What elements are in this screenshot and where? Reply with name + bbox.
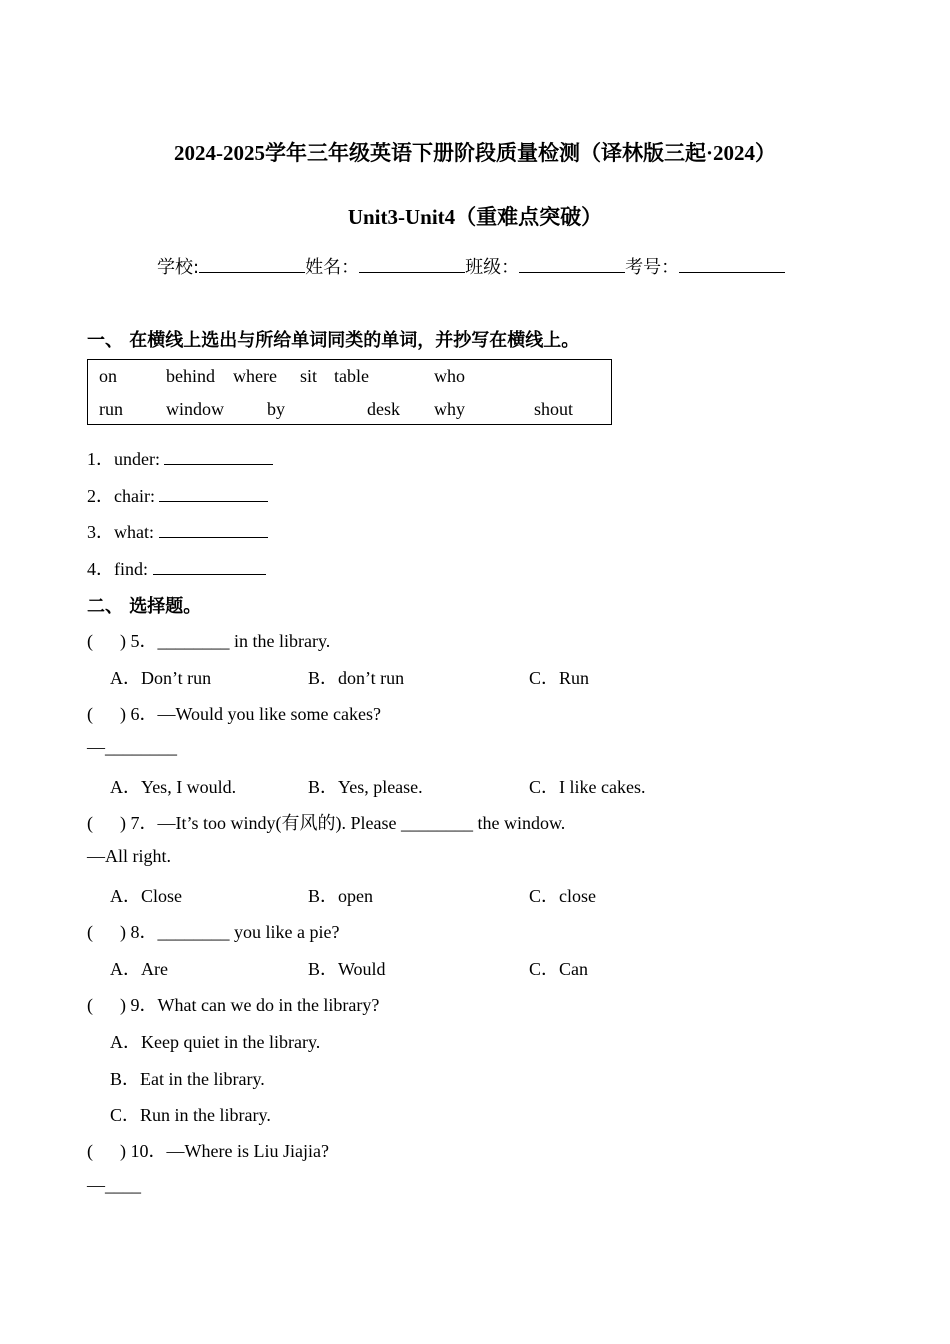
- question-5: ( ) 5．________ in the library.: [87, 631, 331, 651]
- q7-option-c[interactable]: C．close: [529, 886, 596, 906]
- question-10: ( ) 10．—Where is Liu Jiajia?: [87, 1141, 329, 1161]
- student-info-line: [157, 253, 785, 279]
- answer-blank-4[interactable]: [153, 558, 266, 575]
- name-blank[interactable]: [359, 254, 465, 273]
- q6-option-b[interactable]: B．Yes, please.: [308, 777, 423, 797]
- word-behind: behind: [166, 366, 215, 386]
- word-sit: sit: [300, 366, 318, 386]
- q5-option-b[interactable]: B．don’t run: [308, 668, 405, 688]
- answer-blank-1[interactable]: [164, 448, 273, 465]
- q7-option-b[interactable]: B．open: [308, 886, 373, 906]
- question-8: ( ) 8．________ you like a pie?: [87, 922, 340, 942]
- exam-no-label: 考号：: [625, 257, 680, 278]
- page-subtitle: Unit3-Unit4（重难点突破）: [347, 205, 603, 229]
- word-desk: desk: [367, 399, 400, 419]
- school-blank[interactable]: [199, 254, 305, 273]
- exam-no-blank[interactable]: [679, 254, 785, 273]
- name-label: 姓名：: [305, 257, 360, 278]
- item-3: 3．what:: [87, 518, 268, 544]
- q10-reply: —____: [87, 1175, 141, 1195]
- q9-option-b[interactable]: B．Eat in the library.: [110, 1069, 265, 1089]
- item-2: 2．chair:: [87, 482, 268, 508]
- q6-option-c[interactable]: C．I like cakes.: [529, 777, 646, 797]
- q8-option-c[interactable]: C．Can: [529, 959, 589, 979]
- item-4: 4．find:: [87, 555, 266, 581]
- item-1: 1．under:: [87, 445, 273, 471]
- word-why: why: [434, 399, 465, 419]
- question-7: ( ) 7．—It’s too windy(有风的). Please ________ the window.: [87, 813, 566, 833]
- q6-option-a[interactable]: A．Yes, I would.: [110, 777, 237, 797]
- section2-heading: 二、 选择题。: [87, 596, 202, 617]
- word-where: where: [233, 366, 277, 386]
- q7-reply: —All right.: [87, 846, 171, 866]
- answer-blank-2[interactable]: [159, 485, 268, 502]
- word-box: [87, 359, 612, 425]
- q8-option-a[interactable]: A．Are: [110, 959, 168, 979]
- word-shout: shout: [534, 399, 574, 419]
- school-label: 学校:: [157, 257, 200, 278]
- page-title: 2024-2025学年三年级英语下册阶段质量检测（译林版三起·2024）: [174, 141, 776, 165]
- q9-option-c[interactable]: C．Run in the library.: [110, 1105, 271, 1125]
- class-label: 班级：: [465, 257, 520, 278]
- word-window: window: [166, 399, 224, 419]
- word-who: who: [434, 366, 465, 386]
- word-by: by: [267, 399, 285, 419]
- q9-option-a[interactable]: A．Keep quiet in the library.: [110, 1032, 321, 1052]
- q5-option-c[interactable]: C．Run: [529, 668, 590, 688]
- answer-blank-3[interactable]: [159, 521, 268, 538]
- word-table: table: [334, 366, 369, 386]
- q8-option-b[interactable]: B．Would: [308, 959, 386, 979]
- question-9: ( ) 9．What can we do in the library?: [87, 995, 380, 1015]
- q5-option-a[interactable]: A．Don’t run: [110, 668, 212, 688]
- q7-option-a[interactable]: A．Close: [110, 886, 182, 906]
- section1-heading: 一、 在横线上选出与所给单词同类的单词，并抄写在横线上。: [87, 330, 580, 351]
- question-6: ( ) 6．—Would you like some cakes?: [87, 704, 381, 724]
- class-blank[interactable]: [519, 254, 625, 273]
- word-on: on: [99, 366, 117, 386]
- word-run: run: [99, 399, 123, 419]
- q6-reply: —________: [87, 737, 177, 757]
